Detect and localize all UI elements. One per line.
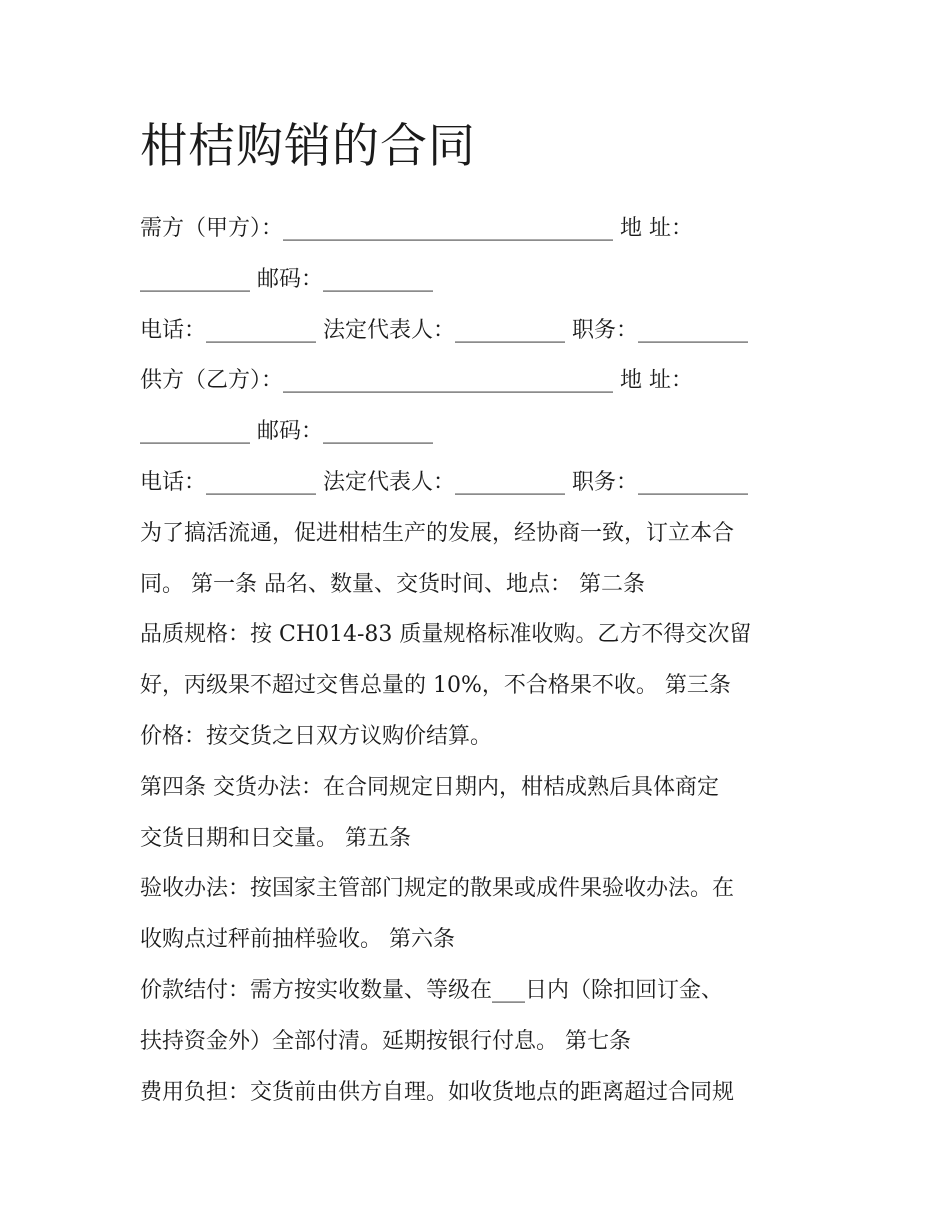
body-text-line: 收购点过秤前抽样验收。 第六条 — [140, 927, 455, 953]
buyer-zip-line: __________ 邮码：__________ — [140, 266, 433, 292]
body-text-line: 扶持资金外）全部付清。延期按银行付息。 第七条 — [140, 1028, 631, 1054]
seller-zip-line: __________ 邮码：__________ — [140, 419, 433, 445]
seller-name-line: 供方（乙方）：______________________________ 地 址： — [140, 368, 693, 394]
document-page — [140, 112, 820, 1118]
body-text-line: 验收办法：按国家主管部门规定的散果或成件果验收办法。在 — [140, 876, 735, 902]
seller-contact-line: 电话：__________ 法定代表人：__________ 职务：__________ — [140, 469, 748, 495]
body-text-line: 好，丙级果不超过交售总量的 10%，不合格果不收。 第三条 — [140, 673, 731, 699]
body-text-line: 第四条 交货办法：在合同规定日期内，柑桔成熟后具体商定 — [140, 774, 719, 800]
body-text-line: 价格：按交货之日双方议购价结算。 — [140, 723, 493, 749]
body-text-line: 价款结付：需方按实收数量、等级在___日内（除扣回订金、 — [140, 977, 724, 1003]
document-title: 柑桔购销的合同 — [140, 119, 476, 174]
buyer-contact-line: 电话：__________ 法定代表人：__________ 职务：__________ — [140, 317, 748, 343]
body-text-line: 同。 第一条 品名、数量、交货时间、地点： 第二条 — [140, 571, 645, 597]
document-body — [140, 204, 820, 1118]
body-text-line: 费用负担：交货前由供方自理。如收货地点的距离超过合同规 — [140, 1079, 735, 1105]
buyer-name-line: 需方（甲方）：______________________________ 地 址： — [140, 216, 693, 241]
body-text-line: 为了搞活流通，促进柑桔生产的发展，经协商一致，订立本合 — [140, 520, 735, 546]
body-text-line: 交货日期和日交量。 第五条 — [140, 825, 411, 851]
body-text-line: 品质规格：按 CH014-83 质量规格标准收购。乙方不得交次留 — [140, 622, 752, 648]
